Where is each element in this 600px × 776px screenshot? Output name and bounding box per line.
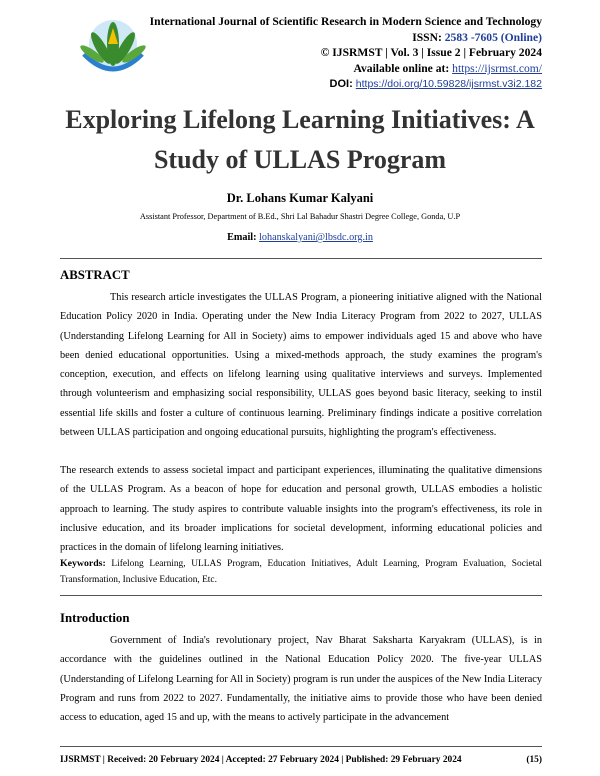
abstract-paragraph-1: This research article investigates the ULLAS Program, a pioneering initiative aligned with the National Education Policy 2020 in India. Operating under the New India Literacy Program from 2022 to 2027, ULLAS (Understanding Lifelong Learning for All in Society) aims to empower individuals aged 15 and above who have been denied educational opportunities. Using a mixed-methods approach, the study examines the program's conception, execution, and effects on lifelong learning using qualitative interviews and surveys. Implemented through volunteerism and emphasizing social responsibility, ULLAS goes beyond basic literacy, seeking to instil essential life skills and foster a culture of continuous learning. Preliminary findings indicate a positive correlation between ULLAS participation and ongoing educational pursuits, highlighting the program's effectiveness.	[60, 292, 542, 439]
available-line	[150, 61, 542, 77]
introduction-paragraph-1: Government of India's revolutionary project, Nav Bharat Saksharta Karyakram (ULLAS), is in accordance with the guidelines outlined in the National Education Policy 2020. The five-year ULLAS (Understanding of Lifelong Learning for All in Society) program is run under the auspices of the New India Literacy Program and runs from 2022 to 2027. Fundamentally, the initiative aims to provide those who have been denied access to education, aged 15 and up, with the means to actively participate in the advancement	[60, 635, 542, 724]
author-affiliation: Assistant Professor, Department of B.Ed., Shri Lal Bahadur Shastri Degree College, Gonda, U.P	[139, 212, 461, 221]
volume-line: © IJSRMST | Vol. 3 | Issue 2 | February 2024	[320, 46, 542, 60]
author-email-link[interactable]: lohanskalyani@lbsdc.org.in	[259, 232, 373, 243]
keywords-label: Keywords:	[60, 558, 106, 569]
divider-footer	[60, 746, 542, 747]
author-name: Dr. Lohans Kumar Kalyani	[226, 191, 374, 205]
doi-label: DOI:	[329, 78, 356, 91]
keywords-list: Lifelong Learning, ULLAS Program, Education Initiatives, Adult Learning, Program Evaluation, Societal Transformation, Inclusive Education, Etc.	[60, 559, 542, 585]
divider-top	[60, 258, 542, 259]
footer-dates: IJSRMST | Received: 20 February 2024 | Accepted: 27 February 2024 | Published: 29 February 2024	[60, 755, 462, 765]
journal-logo-icon	[74, 14, 152, 80]
author-email-line	[0, 232, 600, 243]
email-label: Email:	[227, 232, 260, 243]
journal-url-link[interactable]: https://ijsrmst.com/	[452, 61, 542, 75]
keywords-line	[60, 556, 542, 588]
available-label: Available online at:	[353, 61, 453, 75]
doi-link[interactable]: https://doi.org/10.59828/ijsrmst.v3i2.182	[355, 78, 542, 91]
issn-value: 2583 -7605 (Online)	[444, 30, 542, 44]
abstract-heading: ABSTRACT	[60, 268, 130, 282]
journal-header	[0, 0, 600, 96]
abstract-paragraph-2: The research extends to assess societal impact and participant experiences, illuminating the qualitative dimensions of the ULLAS Program. As a beacon of hope for education and personal growth, ULLAS embodies a holistic approach to learning. The study aspires to contribute valuable insights into the program's effectiveness, its role in inclusive education, and its broader implications for societal development, informing educational policies and practices in the domain of lifelong learning initiatives.	[60, 465, 542, 554]
page-number: (15)	[526, 755, 542, 765]
page-footer	[60, 755, 542, 765]
issn-line	[150, 30, 542, 46]
doi-line	[150, 76, 542, 93]
journal-name: International Journal of Scientific Research in Modern Science and Technology	[149, 15, 542, 28]
issn-label: ISSN:	[412, 30, 445, 44]
divider-mid	[60, 595, 542, 596]
title-line-2: Study of ULLAS Program	[153, 145, 447, 174]
paper-title	[40, 100, 560, 180]
title-line-1: Exploring Lifelong Learning Initiatives: A	[65, 105, 535, 134]
introduction-heading: Introduction	[60, 611, 130, 625]
